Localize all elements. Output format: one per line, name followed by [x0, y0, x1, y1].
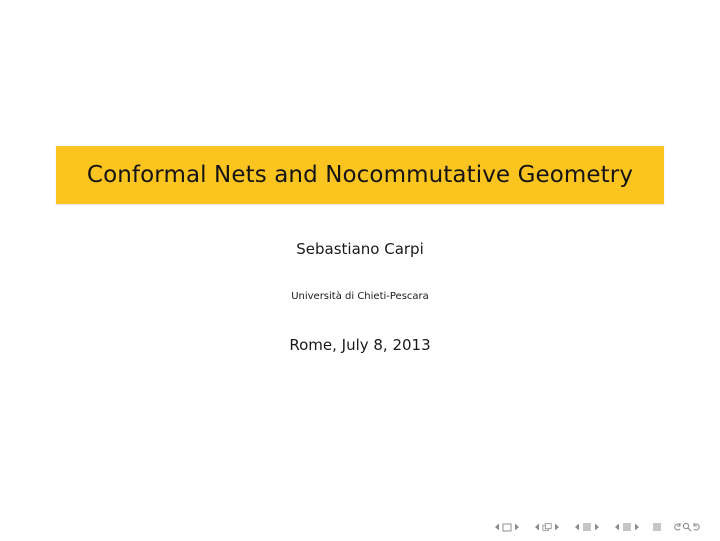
document-icon[interactable] [652, 521, 662, 533]
section-icon[interactable] [582, 521, 592, 533]
slide-title: Conformal Nets and Nocommutative Geometry [86, 162, 634, 188]
frame-prev-icon[interactable] [492, 521, 502, 533]
back-icon[interactable] [672, 521, 682, 533]
section-nav-group [572, 521, 602, 533]
frame-icon[interactable] [502, 521, 512, 533]
frame-next-icon[interactable] [512, 521, 522, 533]
appendix-prev-icon[interactable] [612, 521, 622, 533]
subsection-prev-icon[interactable] [532, 521, 542, 533]
institute-name: Università di Chieti-Pescara [291, 291, 429, 302]
appendix-nav-group [612, 521, 642, 533]
beamer-navigation-bar [492, 520, 702, 534]
document-nav-group [652, 521, 662, 533]
title-box [56, 146, 664, 204]
author-name: Sebastiano Carpi [296, 240, 424, 258]
subsection-icon[interactable] [542, 521, 552, 533]
appendix-next-icon[interactable] [632, 521, 642, 533]
forward-icon[interactable] [692, 521, 702, 533]
section-prev-icon[interactable] [572, 521, 582, 533]
frame-nav-group [492, 521, 522, 533]
section-next-icon[interactable] [592, 521, 602, 533]
search-icon[interactable] [682, 521, 692, 533]
subsection-nav-group [532, 521, 562, 533]
appendix-icon[interactable] [622, 521, 632, 533]
search-nav-group [672, 521, 702, 533]
presentation-date: Rome, July 8, 2013 [289, 336, 431, 354]
subsection-next-icon[interactable] [552, 521, 562, 533]
